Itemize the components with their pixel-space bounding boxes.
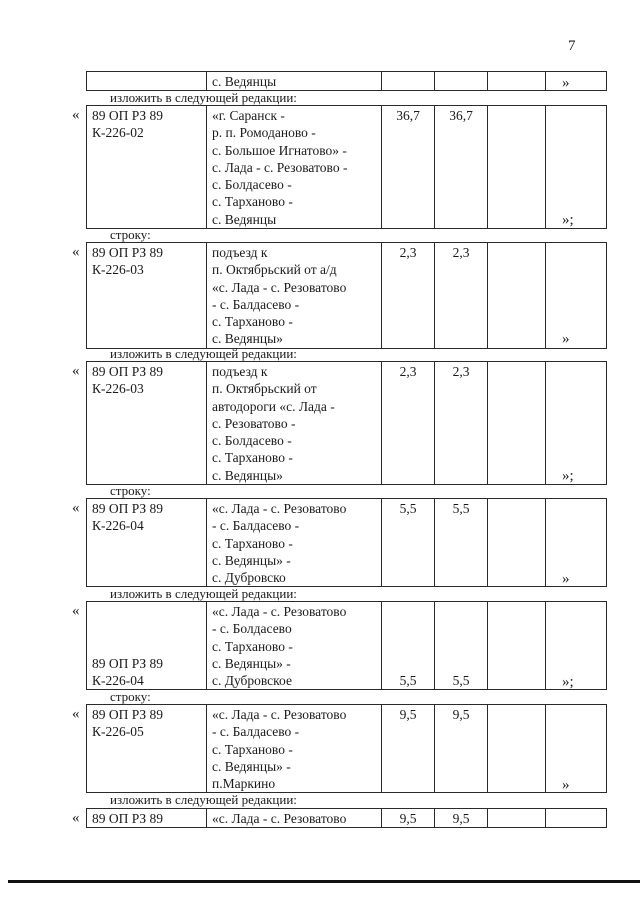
- close-quote: »;: [562, 468, 574, 484]
- road-name-cell: с. Ведянцы: [207, 72, 382, 91]
- empty-cell: [488, 362, 546, 485]
- table-row: [86, 704, 607, 793]
- open-quote: «: [72, 706, 80, 722]
- road-code-cell: 89 ОП РЗ 89: [87, 809, 207, 828]
- empty-cell: [546, 106, 607, 229]
- road-name-cell: «г. Саранск - р. п. Ромоданово - с. Большое Игнатово» - с. Лада - с. Резоватово - с. Болдасево - с. Тарханово - с. Ведянцы: [207, 106, 382, 229]
- empty-cell: [546, 72, 607, 91]
- road-name-cell: подъезд к п. Октябрьский от автодороги «с. Лада - с. Резоватово - с. Болдасево - с. Тарханово - с. Ведянцы»: [207, 362, 382, 485]
- empty-cell: [488, 72, 546, 91]
- road-code-cell: 89 ОП РЗ 89 К-226-03: [87, 243, 207, 349]
- instruction-replace: изложить в следующей редакции:: [110, 792, 297, 807]
- empty-cell: [546, 362, 607, 485]
- instruction-line: строку:: [110, 689, 151, 704]
- length-cell: 2,3: [382, 362, 435, 485]
- road-name-cell: подъезд к п. Октябрьский от а/д «с. Лада - с. Резоватово - с. Балдасево - с. Тарханово - с. Ведянцы»: [207, 243, 382, 349]
- empty-cell: [546, 499, 607, 587]
- length-cell: [435, 72, 488, 91]
- road-code-cell: 89 ОП РЗ 89 К-226-04: [87, 602, 207, 690]
- length-cell: 2,3: [435, 243, 488, 349]
- table-row: [86, 71, 607, 91]
- empty-cell: [488, 243, 546, 349]
- close-quote: »: [562, 331, 570, 347]
- open-quote: «: [72, 500, 80, 516]
- empty-cell: [488, 602, 546, 690]
- open-quote: «: [72, 107, 80, 123]
- road-name-cell: «с. Лада - с. Резоватово: [207, 809, 382, 828]
- length-cell: 5,5: [382, 499, 435, 587]
- table-row: [86, 242, 607, 349]
- close-quote: »;: [562, 674, 574, 690]
- empty-cell: [546, 602, 607, 690]
- empty-cell: [546, 809, 607, 828]
- length-cell: 36,7: [435, 106, 488, 229]
- road-name-cell: «с. Лада - с. Резоватово - с. Балдасево - с. Тарханово - с. Ведянцы» - п.Маркино: [207, 705, 382, 793]
- table-row: [86, 105, 607, 229]
- length-cell: 5,5: [435, 499, 488, 587]
- open-quote: «: [72, 810, 80, 826]
- table-row: [86, 808, 607, 828]
- instruction-replace: изложить в следующей редакции:: [110, 346, 297, 361]
- road-name-cell: «с. Лада - с. Резоватово - с. Балдасево - с. Тарханово - с. Ведянцы» - с. Дубровско: [207, 499, 382, 587]
- close-quote: »: [562, 777, 570, 793]
- empty-cell: [546, 705, 607, 793]
- instruction-line: строку:: [110, 227, 151, 242]
- length-cell: 2,3: [435, 362, 488, 485]
- instruction-replace: изложить в следующей редакции:: [110, 586, 297, 601]
- road-code-cell: 89 ОП РЗ 89 К-226-05: [87, 705, 207, 793]
- open-quote: «: [72, 363, 80, 379]
- length-cell: [382, 72, 435, 91]
- empty-cell: [488, 809, 546, 828]
- page-number: 7: [568, 38, 576, 54]
- length-cell: 2,3: [382, 243, 435, 349]
- road-code-cell: [87, 72, 207, 91]
- empty-cell: [488, 499, 546, 587]
- open-quote: «: [72, 244, 80, 260]
- length-cell: 36,7: [382, 106, 435, 229]
- length-cell: 9,5: [382, 705, 435, 793]
- open-quote: «: [72, 603, 80, 619]
- close-quote: »;: [562, 212, 574, 228]
- close-quote: »: [562, 75, 570, 91]
- length-cell: 5,5: [382, 602, 435, 690]
- close-quote: »: [562, 571, 570, 587]
- empty-cell: [546, 243, 607, 349]
- instruction-line: строку:: [110, 483, 151, 498]
- empty-cell: [488, 106, 546, 229]
- road-code-cell: 89 ОП РЗ 89 К-226-03: [87, 362, 207, 485]
- instruction-replace: изложить в следующей редакции:: [110, 90, 297, 105]
- table-row: [86, 361, 607, 485]
- length-cell: 9,5: [435, 809, 488, 828]
- road-code-cell: 89 ОП РЗ 89 К-226-02: [87, 106, 207, 229]
- table-row: [86, 498, 607, 587]
- length-cell: 5,5: [435, 602, 488, 690]
- scan-edge-line: [8, 880, 640, 883]
- length-cell: 9,5: [435, 705, 488, 793]
- road-name-cell: «с. Лада - с. Резоватово - с. Болдасево с. Тарханово - с. Ведянцы» - с. Дубровское: [207, 602, 382, 690]
- table-row: [86, 601, 607, 690]
- road-code-cell: 89 ОП РЗ 89 К-226-04: [87, 499, 207, 587]
- length-cell: 9,5: [382, 809, 435, 828]
- empty-cell: [488, 705, 546, 793]
